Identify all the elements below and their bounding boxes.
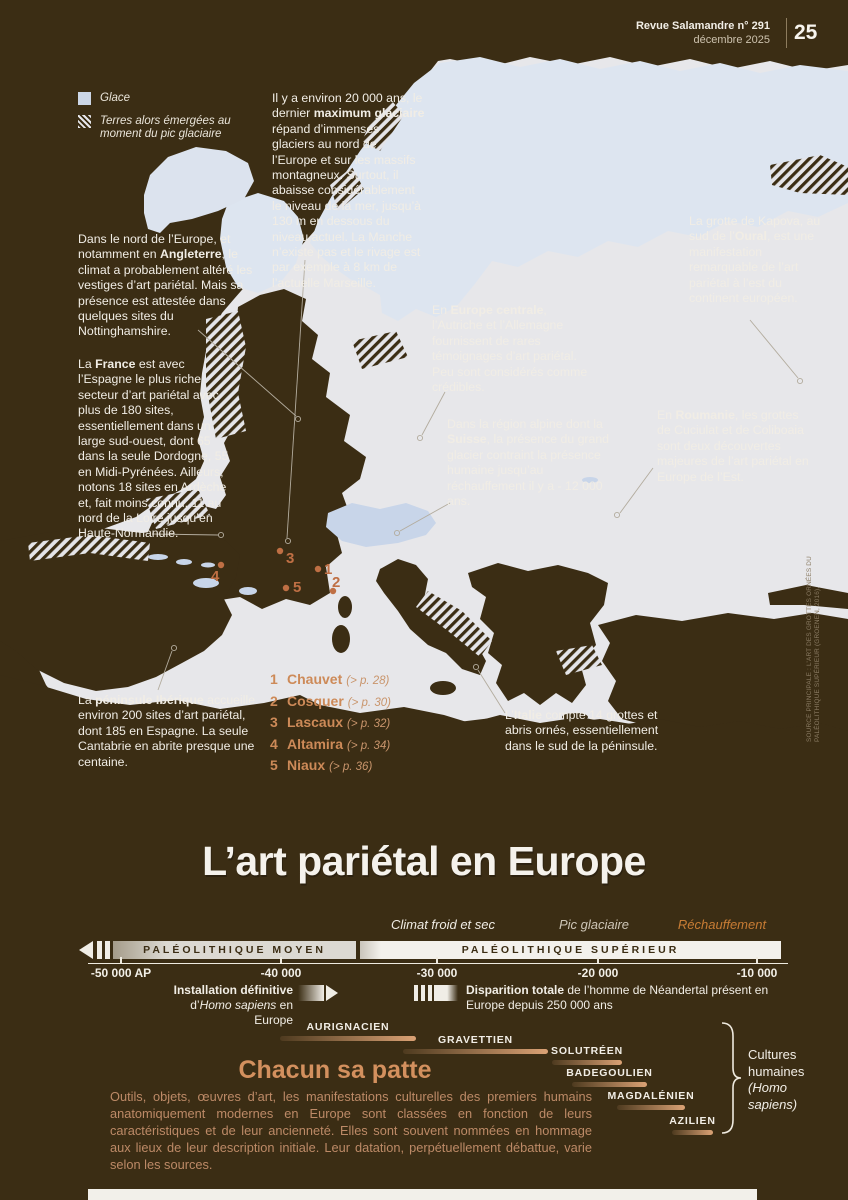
culture-label: BADEGOULIEN [566, 1067, 653, 1079]
land-corsica [338, 596, 352, 618]
cave-page-ref: (> p. 36) [329, 761, 373, 773]
installation-line2 [160, 998, 293, 1028]
axis-tick-label: -50 000 AP [90, 966, 152, 980]
climate-phase-label: Pic glaciaire [558, 917, 630, 932]
section-body: Outils, objets, œuvres d’art, les manifestations culturelles des premiers humains anatomiquement modernes en Europe sont classées en fonction de leurs caractéristiques et de leur ancienneté. Elles sont souvent nommées en hommage aux lieux de leur description initiale. Leur datation, perpétuellement débattue, varie selon les sources. [110, 1089, 592, 1172]
annotation-suisse [447, 417, 617, 509]
culture-time-bar [280, 1036, 416, 1041]
disparition-stripe-1 [414, 985, 418, 1001]
header [636, 20, 770, 47]
cave-marker-number: 4 [211, 568, 220, 585]
text-segment: Il y a environ 20 000 ans, le dernier [272, 91, 423, 121]
disparition-stripe-2 [421, 985, 425, 1001]
text-segment: Homo sapiens [199, 998, 277, 1012]
timeline-left-arrow-icon [79, 941, 93, 959]
text-segment: Suisse [447, 432, 487, 447]
cave-marker-number: 1 [324, 561, 333, 578]
cave-page-ref: (> p. 30) [347, 696, 391, 709]
event-disparition [466, 983, 786, 1013]
text-segment: , est une manifestation remarquable de l’art pariétal à l’est du continent européen. [689, 229, 815, 306]
annotation-roumanie [657, 408, 815, 485]
installation-line1: Installation définitive [173, 983, 293, 997]
emerged-swatch-icon [78, 115, 91, 128]
culture-time-bar [617, 1105, 685, 1110]
text-segment: La grotte de Kapova, au sud de l’ [689, 214, 821, 244]
text-segment: en Europe [254, 998, 293, 1027]
cave-number: 3 [270, 714, 278, 730]
cultures-humaines-label [748, 1047, 828, 1113]
legend-ice-row [78, 92, 253, 106]
cave-name: Altamira [287, 735, 344, 752]
cave-name: Niaux [287, 757, 326, 773]
text-segment: La [78, 693, 96, 707]
page-number: 25 [794, 21, 818, 44]
axis-tick-label: -40 000 [260, 966, 302, 980]
pyrenees-glacier-1 [148, 554, 168, 560]
cave-number: 1 [270, 671, 278, 687]
text-segment: accueille environ 200 sites d’art pariétal, dont 185 en Espagne. La seule Cantabrie en abrite presque une centaine. [78, 693, 256, 769]
text-segment: de l’homme de Néandertal présent en Europe depuis 250 000 ans [466, 983, 769, 1012]
climate-phase-label: Réchauffement [677, 917, 767, 932]
cave-number: 2 [270, 692, 278, 709]
text-segment: maximum glaciaire [313, 106, 425, 121]
text-segment: Roumanie [675, 408, 735, 422]
cave-page-ref: (> p. 32) [347, 718, 391, 730]
issue-date: décembre 2025 [693, 33, 770, 46]
culture-time-bar [403, 1049, 548, 1054]
cave-list-item [270, 736, 391, 758]
lake-2 [239, 587, 257, 595]
axis-tick-label: -30 000 [416, 966, 458, 980]
period-paleolithique-superieur: PALÉOLITHIQUE SUPÉRIEUR [360, 941, 781, 959]
time-axis [88, 963, 788, 964]
culture-label: AZILIEN [669, 1115, 716, 1127]
cave-marker-number: 2 [332, 574, 341, 591]
culture-label: MAGDALÉNIEN [607, 1090, 695, 1102]
culture-time-bar [572, 1082, 647, 1087]
legend-emerged-row [78, 115, 253, 142]
timeline-stripe-1 [97, 941, 102, 959]
header-divider [786, 18, 787, 48]
period-paleolithique-moyen: PALÉOLITHIQUE MOYEN [113, 941, 356, 959]
cave-page-ref: (> p. 28) [346, 675, 390, 687]
text-segment: (Homo sapiens) [748, 1080, 798, 1112]
installation-arrow-icon [326, 985, 338, 1001]
magazine-title: Revue Salamandre n° 291 [635, 20, 770, 32]
text-segment: , le climat a probablement altéré les vestiges d’art pariétal. Mais sa présence est attestée dans quelques sites du Nottinghamshire. [78, 247, 253, 339]
culture-label: GRAVETTIEN [438, 1034, 513, 1046]
annotation-europe-centrale [432, 303, 597, 395]
text-segment: , l’Autriche et l’Allemagne fournissent de rares témoignages d’art pariétal. Peu sont considérés comme crédibles. [432, 303, 588, 395]
annotation-france [78, 357, 236, 542]
cave-dot-5 [283, 585, 289, 591]
annotation-italie [505, 708, 663, 754]
installation-arrow-bar-icon [298, 985, 324, 1001]
text-segment: est avec l’Espagne le plus riche secteur d’art pariétal avec plus de 180 sites, essentiellement dans un large sud-ouest, dont 65 dans la seule Dordogne, 55 en Midi-Pyrénées. Ailleurs, notons 18 sites en Ardèche et, fait moins connu, 11 au nord de la Loire jusqu’en Haute-Normandie. [78, 357, 229, 541]
cave-name: Chauvet [287, 671, 343, 687]
cave-list-item [270, 714, 391, 736]
ice-swatch-icon [78, 92, 91, 105]
text-segment: France [95, 357, 136, 371]
culture-time-bar [672, 1130, 713, 1135]
text-segment: En [657, 408, 676, 422]
text-segment: compte 14 grottes et abris ornés, essentiellement dans le sud de la péninsule. [505, 708, 659, 753]
text-segment: , les grottes de Cuciulat et de Coliboaia sont deux découvertes majeures de l’art pariétal en Europe de l’Est. [657, 408, 809, 484]
cave-name: Lascaux [287, 714, 344, 730]
text-segment: répand d’immenses glaciers au nord de l’Europe et sur les massifs montagneux. Surtout, il abaisse considérablement le niveau de la mer, jusqu’à 130 m en dessous du niveau actuel. La Manche n’existe pas et le rivage est par exemple à 8 km de l’actuelle Marseille. [272, 121, 422, 290]
climate-phase-label: Climat froid et sec [390, 917, 496, 932]
brace-icon [720, 1021, 742, 1135]
text-segment: Cultures humaines [748, 1047, 805, 1079]
map-source-credit: SOURCE PRINCIPALE : L’ART DES GROTTES ORNÉES DU PALÉOLITHIQUE SUPÉRIEUR (GROENEN, 2016). [806, 556, 821, 742]
map-legend [78, 92, 253, 151]
axis-tick-mark [597, 957, 599, 963]
legend-ice-label: Glace [100, 92, 131, 104]
cave-name: Cosquer [287, 692, 344, 709]
cave-list-item [270, 757, 391, 779]
pyrenees-glacier-3 [201, 563, 215, 568]
axis-tick-mark [756, 957, 758, 963]
annotation-kapova [689, 214, 829, 306]
axis-tick-label: -20 000 [577, 966, 619, 980]
disparition-fade-bar-icon [434, 985, 458, 1001]
text-segment: En [432, 303, 451, 317]
axis-tick-label: -10 000 [736, 966, 778, 980]
cave-list [270, 671, 391, 779]
land-sicily [430, 681, 456, 695]
text-segment: Oural [734, 229, 767, 244]
text-segment: Europe centrale [450, 303, 544, 317]
page-title: L’art pariétal en Europe [202, 838, 646, 884]
pyrenees-glacier-2 [176, 559, 192, 565]
section-heading: Chacun sa patte [238, 1056, 432, 1084]
cave-dot-3 [277, 548, 283, 554]
timeline-stripe-2 [105, 941, 110, 959]
cave-list-item [270, 671, 391, 693]
event-installation [160, 983, 293, 1028]
legend-emerged-label: Terres alors émergées au moment du pic glaciaire [100, 114, 231, 140]
axis-tick-mark [120, 957, 122, 963]
disparition-stripe-3 [428, 985, 432, 1001]
text-segment: Disparition totale [466, 983, 565, 997]
land-sardinia [332, 625, 350, 653]
text-segment: Angleterre [160, 247, 222, 262]
cave-list-item [270, 693, 391, 715]
text-segment: La [78, 357, 96, 371]
text-segment: L’ [505, 708, 514, 722]
culture-label: AURIGNACIEN [306, 1021, 390, 1033]
text-segment: Dans le nord de l’Europe, et notamment en [78, 232, 231, 262]
text-segment: d’ [190, 998, 200, 1012]
cave-marker-number: 5 [293, 579, 302, 596]
cave-marker-number: 3 [286, 550, 295, 567]
cave-number: 4 [270, 735, 278, 752]
text-segment: péninsule Ibérique [95, 693, 204, 707]
annotation-iberique [78, 693, 263, 770]
next-timeline-bar [88, 1189, 757, 1200]
text-segment: Italie [513, 708, 542, 722]
axis-tick-mark [280, 957, 282, 963]
text-segment: , la présence du grand glacier contraint la présence humaine jusqu’au réchauffement il y a - 12 000 ans. [447, 432, 610, 509]
annotation-intro [272, 91, 425, 291]
cave-number: 5 [270, 757, 278, 773]
cave-dot-1 [315, 566, 321, 572]
axis-tick-mark [436, 957, 438, 963]
annotation-england [78, 232, 258, 340]
culture-label: SOLUTRÉEN [551, 1045, 623, 1057]
cave-page-ref: (> p. 34) [347, 739, 391, 752]
text-segment: Dans la région alpine dont la [447, 417, 603, 431]
